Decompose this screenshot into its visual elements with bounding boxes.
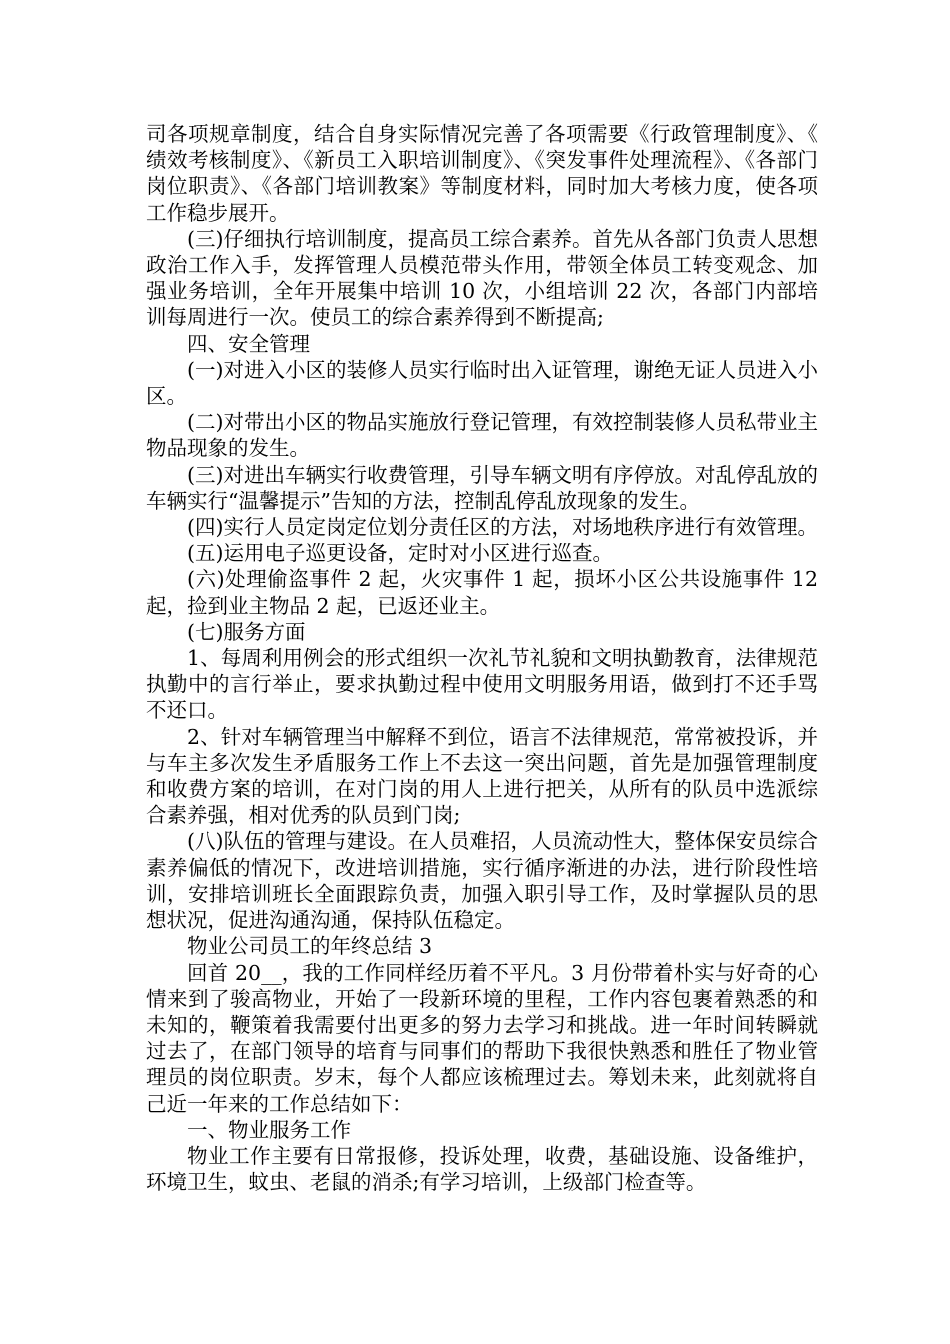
paragraph-7: (四)实行人员定岗定位划分责任区的方法，对场地秩序进行有效管理。 <box>187 515 818 540</box>
section-heading-property-service: 一、物业服务工作 <box>187 1117 351 1142</box>
document-body <box>146 121 818 1195</box>
section-heading-safety: 四、安全管理 <box>187 331 310 356</box>
paragraph-17: 物业工作主要有日常报修，投诉处理，收费，基础设施、设备维护，环境卫生，蚊虫、老鼠的消杀;有学习培训，上级部门检查等。 <box>146 1143 818 1195</box>
paragraph-8: (五)运用电子巡更设备，定时对小区进行巡查。 <box>187 541 613 566</box>
paragraph-15: 回首 20__，我的工作同样经历着不平凡。3 月份带着朴实与好奇的心情来到了骏高物业，开始了一段新环境的里程，工作内容包裹着熟悉的和未知的，鞭策着我需要付出更多的努力去学习和挑战。进一年时间转瞬就过去了，在部门领导的培育与同事们的帮助下我很快熟悉和胜任了物业管理员的岗位职责。岁末，每个人都应该梳理过去。筹划未来，此刻就将自己近一年来的工作总结如下： <box>146 960 818 1116</box>
paragraph-11: 1、每周利用例会的形式组织一次礼节礼貌和文明执勤教育，法律规范执勤中的言行举止，要求执勤过程中使用文明服务用语，做到打不还手骂不还口。 <box>146 646 818 723</box>
paragraph-6: (三)对进出车辆实行收费管理，引导车辆文明有序停放。对乱停乱放的车辆实行“温馨提示”告知的方法，控制乱停乱放现象的发生。 <box>146 462 818 513</box>
paragraph-2: (三)仔细执行培训制度，提高员工综合素养。首先从各部门负责人思想政治工作入手，发挥管理人员模范带头作用，带领全体员工转变观念、加强业务培训，全年开展集中培训 10 次，小组培训 22 次，各部门内部培训每周进行一次。使员工的综合素养得到不断提高; <box>146 226 818 330</box>
paragraph-13: (八)队伍的管理与建设。在人员难招，人员流动性大，整体保安员综合素养偏低的情况下，改进培训措施，实行循序渐进的办法，进行阶段性培训，安排培训班长全面跟踪负责，加强入职引导工作，及时掌握队员的思想状况，促进沟通沟通，保持队伍稳定。 <box>146 829 818 933</box>
paragraph-12: 2、针对车辆管理当中解释不到位，语言不法律规范，常常被投诉，并与车主多次发生矛盾服务工作上不去这一突出问题，首先是加强管理制度和收费方案的培训，在对门岗的用人上进行把关，从所有的队员中选派综合素养强，相对优秀的队员到门岗; <box>146 724 818 828</box>
subheading-service: (七)服务方面 <box>187 619 306 644</box>
paragraph-9: (六)处理偷盗事件 2 起，火灾事件 1 起，损坏小区公共设施事件 12 起，捡到业主物品 2 起，已返还业主。 <box>146 567 818 618</box>
paragraph-1: 司各项规章制度，结合自身实际情况完善了各项需要《行政管理制度》、《绩效考核制度》、《新员工入职培训制度》、《突发事件处理流程》、《各部门岗位职责》、《各部门培训教案》等制度材料，同时加大考核力度，使各项工作稳步展开。 <box>146 122 818 225</box>
section-title-summary-3: 物业公司员工的年终总结 3 <box>187 934 433 959</box>
paragraph-4: (一)对进入小区的装修人员实行临时出入证管理，谢绝无证人员进入小区。 <box>146 357 818 409</box>
paragraph-5: (二)对带出小区的物品实施放行登记管理，有效控制装修人员私带业主物品现象的发生。 <box>146 410 818 461</box>
